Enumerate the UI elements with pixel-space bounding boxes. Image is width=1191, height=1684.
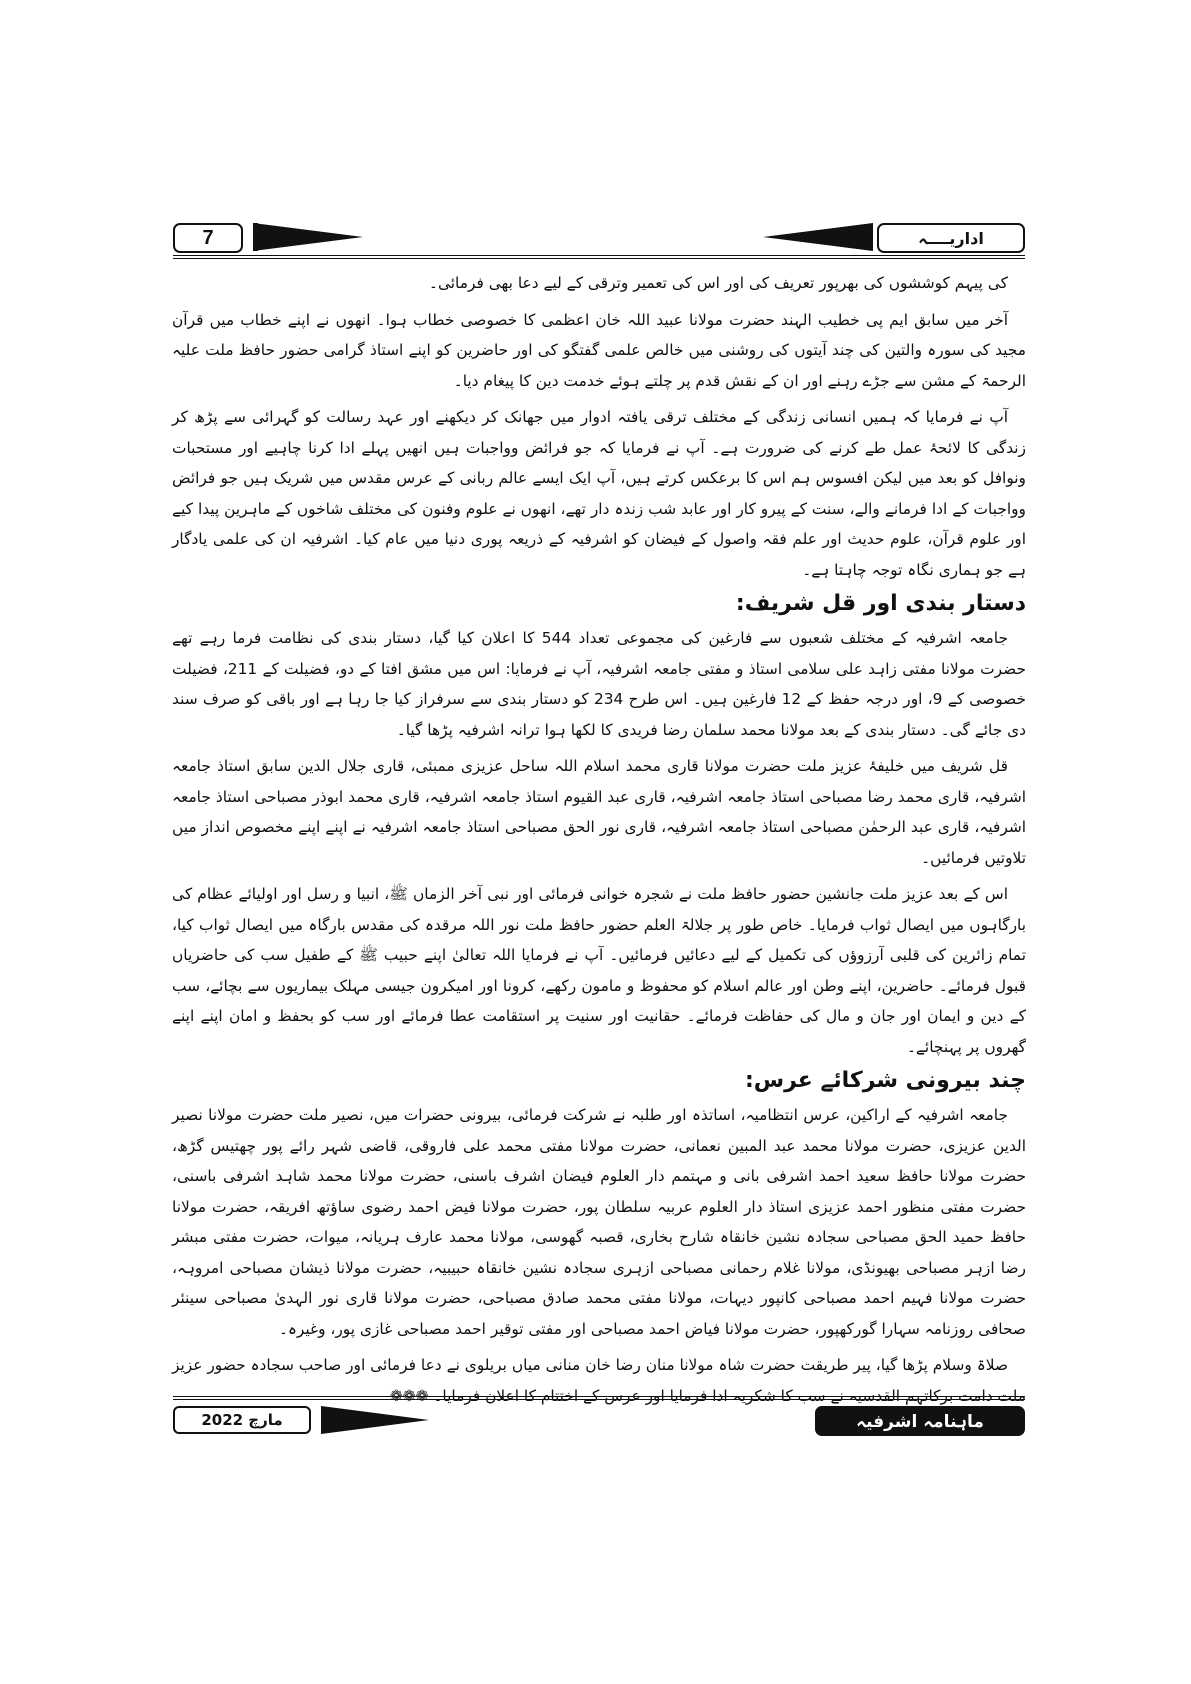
paragraph: آخر میں سابق ایم پی خطیب الہند حضرت مولانا عبید اللہ خان اعظمی کا خصوصی خطاب ہوا۔ انھوں نے اپنے خطاب میں قرآن مجید کی سورہ والتین کی چند آیتوں کی روشنی میں خالص علمی گفتگو کی اور حاضرین کو اپنے استاذ گرامی حضور حافظ ملت علیہ الرحمۃ کے مشن سے جڑے رہنے اور ان کے نقش قدم پر چلتے ہوئے خدمت دین کا پیغام دیا۔ [172,310,1026,390]
page-number: 7 [173,223,243,253]
paragraph: اس کے بعد عزیز ملت جانشین حضور حافظ ملت نے شجرہ خوانی فرمائی اور نبی آخر الزماں ﷺ، انبیا و رسل اور اولیائے عظام کی بارگاہوں میں ایصال ثواب فرمایا۔ خاص طور پر جلالۃ العلم حضور حافظ ملت نور اللہ مرقدہ کی مقدس بارگاہ میں ایصال ثواب کیا، تمام زائرین کی قلبی آرزوؤں کی تکمیل کے لیے دعائیں فرمائیں۔ آپ نے فرمایا اللہ تعالیٰ اپنے حبیب ﷺ کے طفیل سب کی حاضریاں قبول فرمائے۔ حاضرین، اپنے وطن اور عالم اسلام کو محفوظ و مامون رکھے، کرونا اور امیکرون جیسی مہلک بیماریوں سے بچائے، سب کے دین و ایمان اور جان و مال کی حفاظت فرمائے۔ حقانیت اور سنیت پر استقامت عطا فرمائے اور سب کو بحفظ و امان اپنے اپنے گھروں پر پہنچائے۔ [172,885,1026,1056]
header-rule [173,255,1025,259]
magazine-title: ماہنامہ اشرفیہ [815,1406,1025,1436]
footer-ornament [321,1406,429,1434]
paragraph: جامعہ اشرفیہ کے مختلف شعبوں سے فارغین کی مجموعی تعداد 544 کا اعلان کیا گیا، دستار بندی کی نظامت فرما رہے تھے حضرت مولانا مفتی زاہد علی سلامی استاذ و مفتی جامعہ اشرفیہ، آپ نے فرمایا: اس میں مشق افتا کے دو، فضیلت کے 211، فضیلت خصوصی کے 9، اور درجہ حفظ کے 12 فارغین ہیں۔ اس طرح 234 کو دستار بندی سے سرفراز کیا جا رہا ہے اور باقی کو صرف سند دی جائے گی۔ دستار بندی کے بعد مولانا محمد سلمان رضا فریدی کا لکھا ہوا ترانہ اشرفیہ پڑھا گیا۔ [172,629,1027,739]
footer-rule [173,1396,1025,1400]
header-right-ornament [763,223,873,251]
page-header [173,223,1025,259]
section-heading: دستار بندی اور قل شریف: [735,591,1026,616]
paragraph: کی پیہم کوششوں کی بھرپور تعریف کی اور اس کی تعمیر وترقی کے لیے دعا بھی فرمائی۔ [428,274,1008,292]
issue-date: مارچ 2022 [173,1406,311,1434]
page-footer [173,1396,1025,1432]
section-title: اداریــــہ [877,223,1025,253]
section-heading: چند بیرونی شرکائے عرس: [744,1068,1026,1093]
paragraph: جامعہ اشرفیہ کے اراکین، عرس انتظامیہ، اساتذہ اور طلبہ نے شرکت فرمائی، بیرونی حضرات میں، نصیر ملت حضرت مولانا نصیر الدین عزیزی، حضرت مولانا محمد عبد المبین نعمانی، حضرت مولانا مفتی محمد علی فاروقی، قاضی شہر رائے پور چھتیس گڑھ، حضرت مولانا حافظ سعید احمد اشرفی بانی و مہتمم دار العلوم فیضان اشرف باسنی، حضرت مولانا محمد شاہد اشرفی باسنی، حضرت مفتی منظور احمد عزیزی استاذ دار العلوم عربیہ سلطان پور، حضرت مولانا فیض احمد رضوی ساؤتھ افریقہ، حضرت مولانا حافظ حمید الحق مصباحی سجادہ نشین خانقاہ شارح بخاری، قصبہ گھوسی، مولانا محمد عارف ہریانہ، میوات، حضرت مفتی مبشر رضا ازہر مصباحی بھیونڈی، مولانا غلام رحمانی مصباحی ازہری سجادہ نشین خانقاہ حبیبیہ، حضرت مولانا ذیشان مصباحی امروہہ، حضرت مولانا فہیم احمد مصباحی کانپور دیہات، مولانا مفتی محمد صادق مصباحی، حضرت مولانا قاری نور الہدیٰ مصباحی سینئر صحافی روزنامہ سہارا گورکھپور، حضرت مولانا فیاض احمد مصباحی اور مفتی توقیر احمد مصباحی غازی پور، وغیرہ۔ [172,1106,1026,1338]
paragraph: صلاۃ وسلام پڑھا گیا، پیر طریقت حضرت شاہ مولانا منان رضا خان منانی میاں بریلوی نے دعا فرمائی اور صاحب سجادہ حضور عزیز ملت دامت برکاتہم القدسیہ نے سب کا شکریہ ادا فرمایا اور عرس کے اختتام کا اعلان فرمایا۔ ❁❁❁ [172,1356,1026,1405]
paragraph: آپ نے فرمایا کہ ہمیں انسانی زندگی کے مختلف ترقی یافتہ ادوار میں جھانک کر دیکھنے اور عہد رسالت کو گہرائی سے پڑھ کر زندگی کا لائحۂ عمل طے کرنے کی ضرورت ہے۔ آپ نے فرمایا کہ جو فرائض وواجبات ہیں انھیں پہلے ادا کرنا چاہیے اور مستحبات ونوافل کو بعد میں لیکن افسوس ہم اس کا برعکس کرتے ہیں، آپ ایک ایسے عالم ربانی کے عرس مقدس میں شریک ہیں جو فرائض وواجبات کے ادا فرمانے والے، سنت کے پیرو کار اور عابد شب زندہ دار تھے، انھوں نے علوم وفنون کی مختلف شاخوں کے ماہرین پیدا کیے اور علوم قرآن، علوم حدیث اور علم فقہ واصول کے فیضان کو اشرفیہ کے ذریعہ پوری دنیا میں عام کیا۔ اشرفیہ ان کی علمی یادگار ہے جو ہماری نگاہ توجہ چاہتا ہے۔ [172,408,1026,579]
paragraph: قل شریف میں خلیفۂ عزیز ملت حضرت مولانا قاری محمد اسلام اللہ ساحل عزیزی ممبئی، قاری جلال الدین سابق استاذ جامعہ اشرفیہ، قاری محمد رضا مصباحی استاذ جامعہ اشرفیہ، قاری عبد القیوم استاذ جامعہ اشرفیہ، قاری محمد ابوذر مصباحی استاذ جامعہ اشرفیہ، قاری عبد الرحمٰن مصباحی استاذ جامعہ اشرفیہ، قاری نور الحق مصباحی استاذ جامعہ اشرفیہ نے اپنے اپنے مخصوص انداز میں تلاوتیں فرمائیں۔ [172,757,1026,867]
header-left-ornament [253,223,363,251]
